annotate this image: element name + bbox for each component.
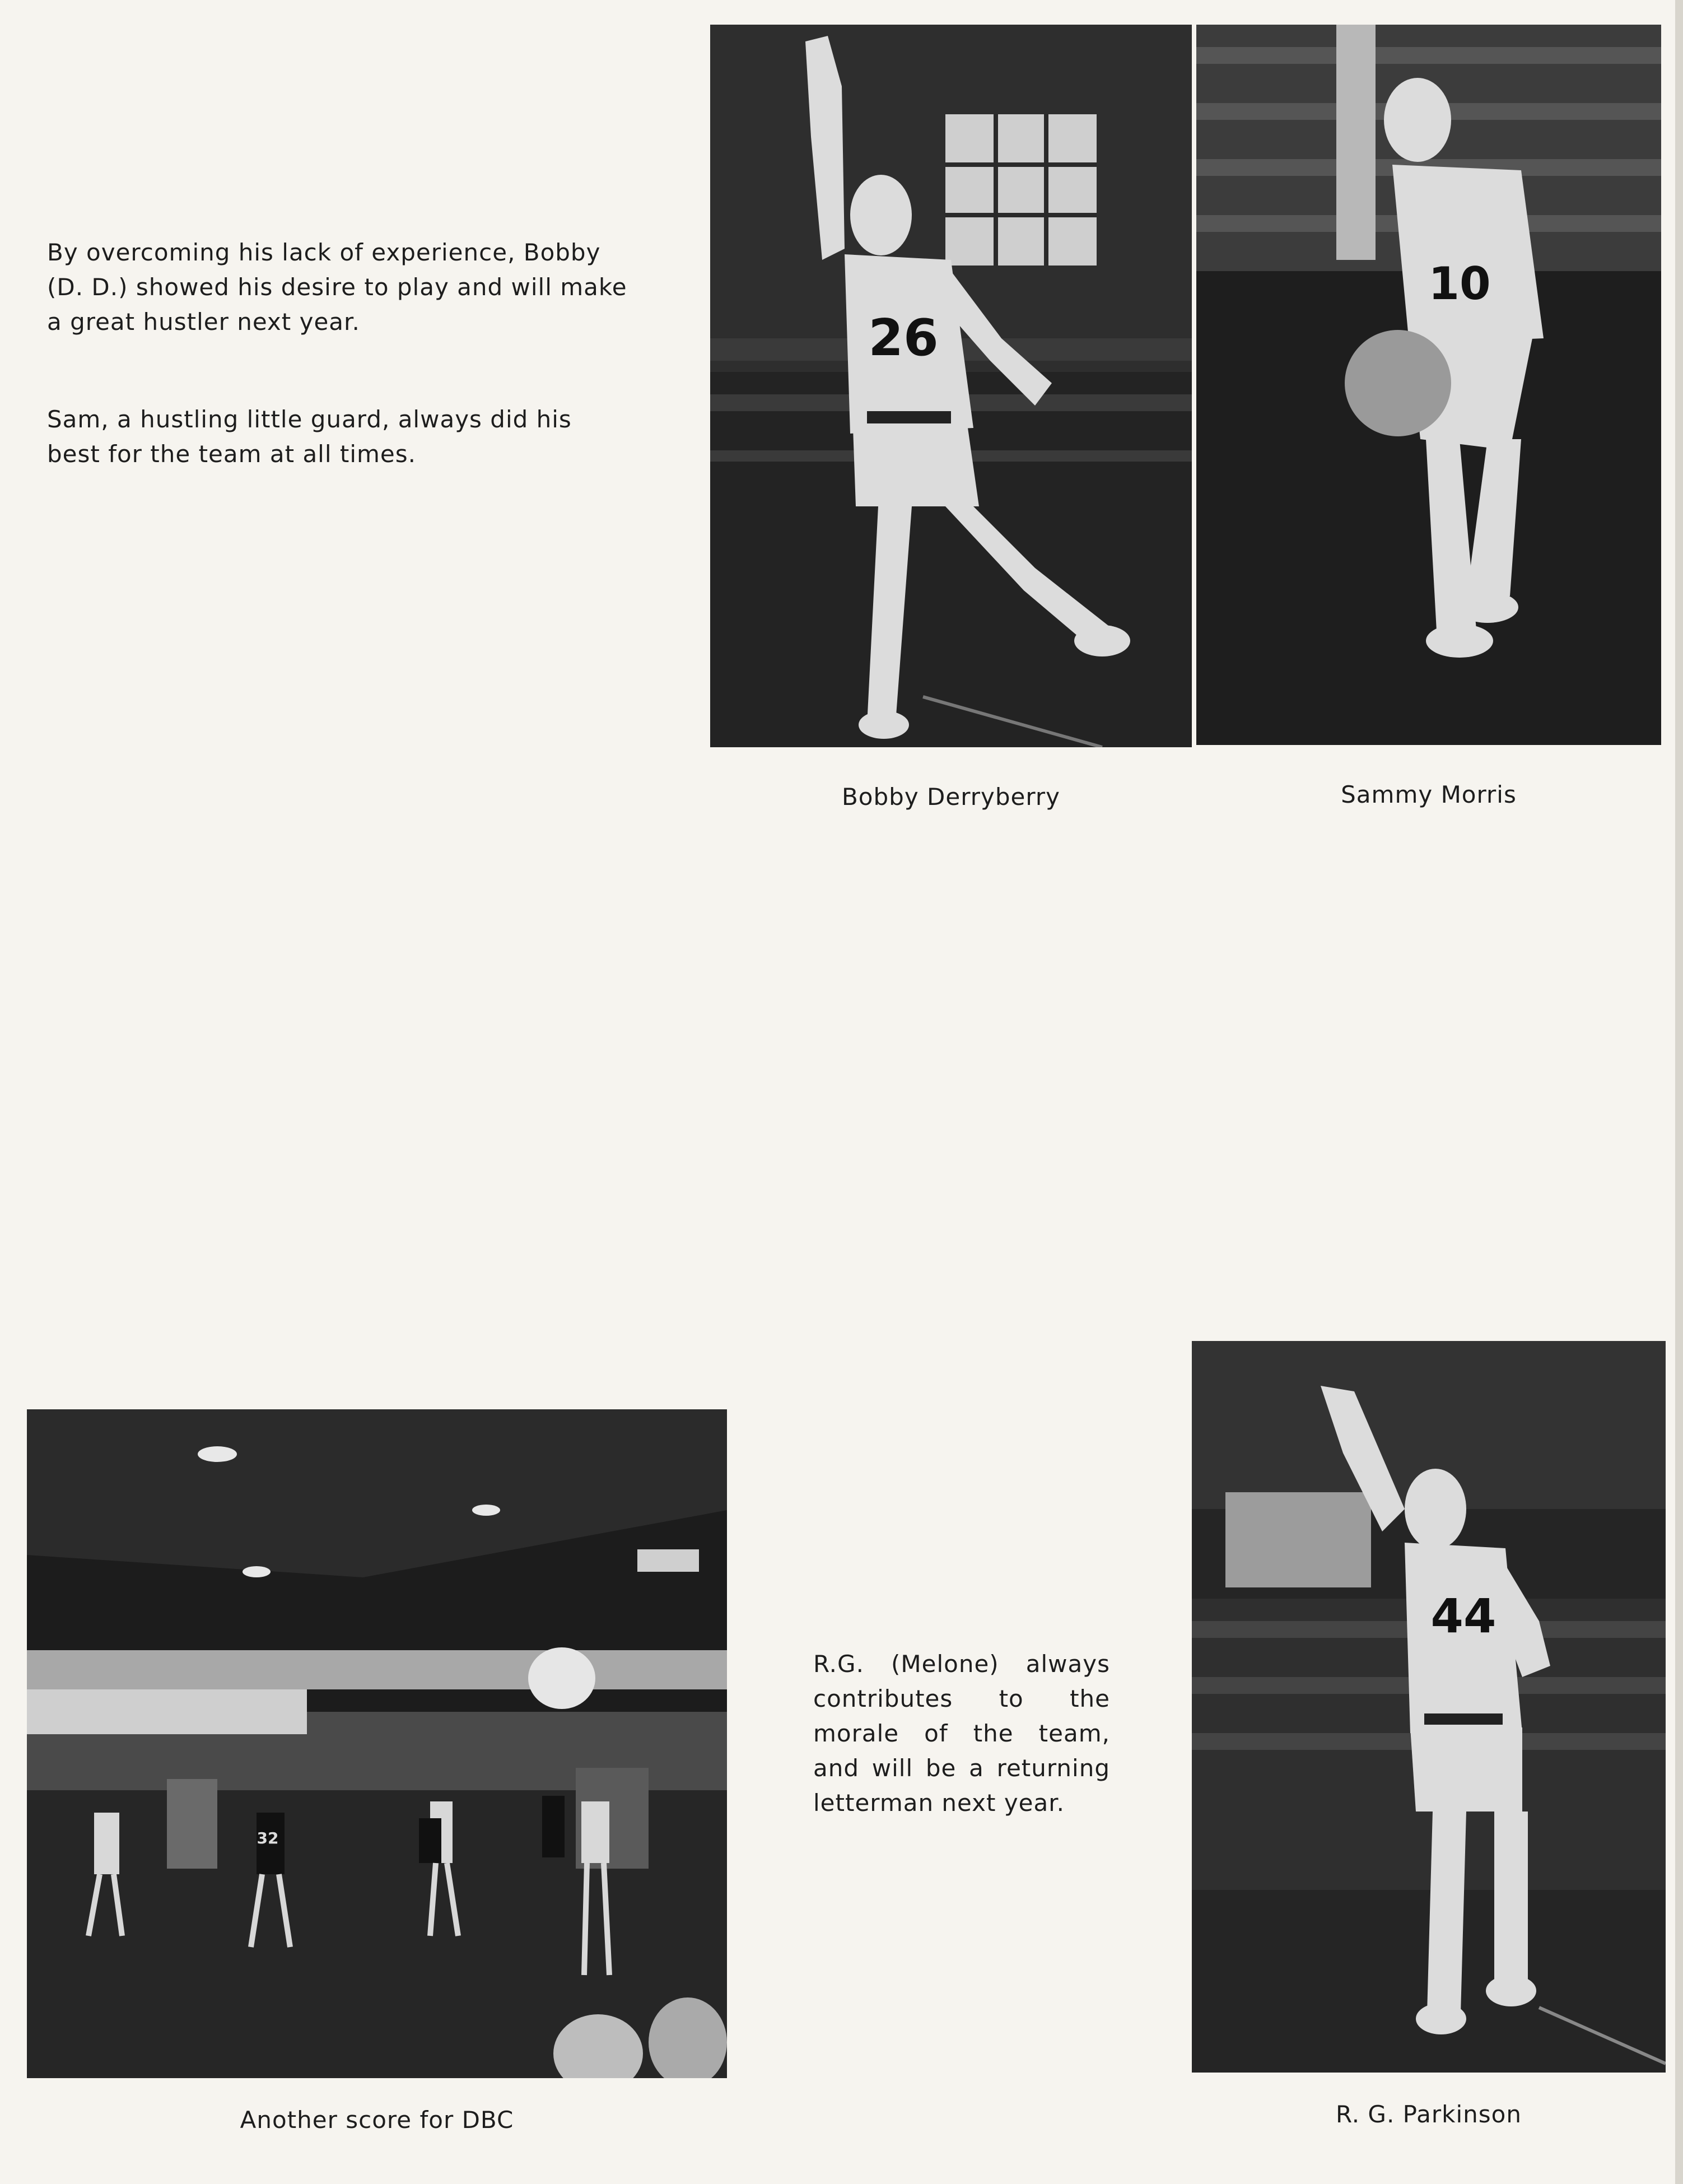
page-edge bbox=[1675, 0, 1683, 2184]
jersey-10: 10 bbox=[1428, 258, 1491, 310]
jersey-32: 32 bbox=[257, 1829, 279, 1847]
rg-blurb: R.G. (Melone) always contributes to the morale of the team, and will be a returning letterman next year. bbox=[813, 1650, 1110, 1817]
photo-game-action bbox=[27, 1409, 727, 2078]
photo-bobby-derryberry bbox=[710, 25, 1192, 747]
caption-rg-parkinson: R. G. Parkinson bbox=[1336, 2101, 1522, 2128]
jersey-44: 44 bbox=[1430, 1589, 1496, 1643]
photo-sammy-morris bbox=[1196, 25, 1661, 745]
caption-bobby-derryberry: Bobby Derryberry bbox=[841, 783, 1061, 811]
sam-blurb: Sam, a hustling little guard, always did his best for the team at all times. bbox=[47, 406, 572, 468]
bobby-blurb: By overcoming his lack of experience, Bobby (D. D.) showed his desire to play and will make a great hustler next year. bbox=[47, 239, 627, 336]
caption-game-action: Another score for DBC bbox=[240, 2106, 514, 2134]
jersey-26: 26 bbox=[868, 309, 939, 367]
photo-rg-parkinson bbox=[1192, 1341, 1666, 2073]
caption-sammy-morris: Sammy Morris bbox=[1341, 781, 1517, 808]
